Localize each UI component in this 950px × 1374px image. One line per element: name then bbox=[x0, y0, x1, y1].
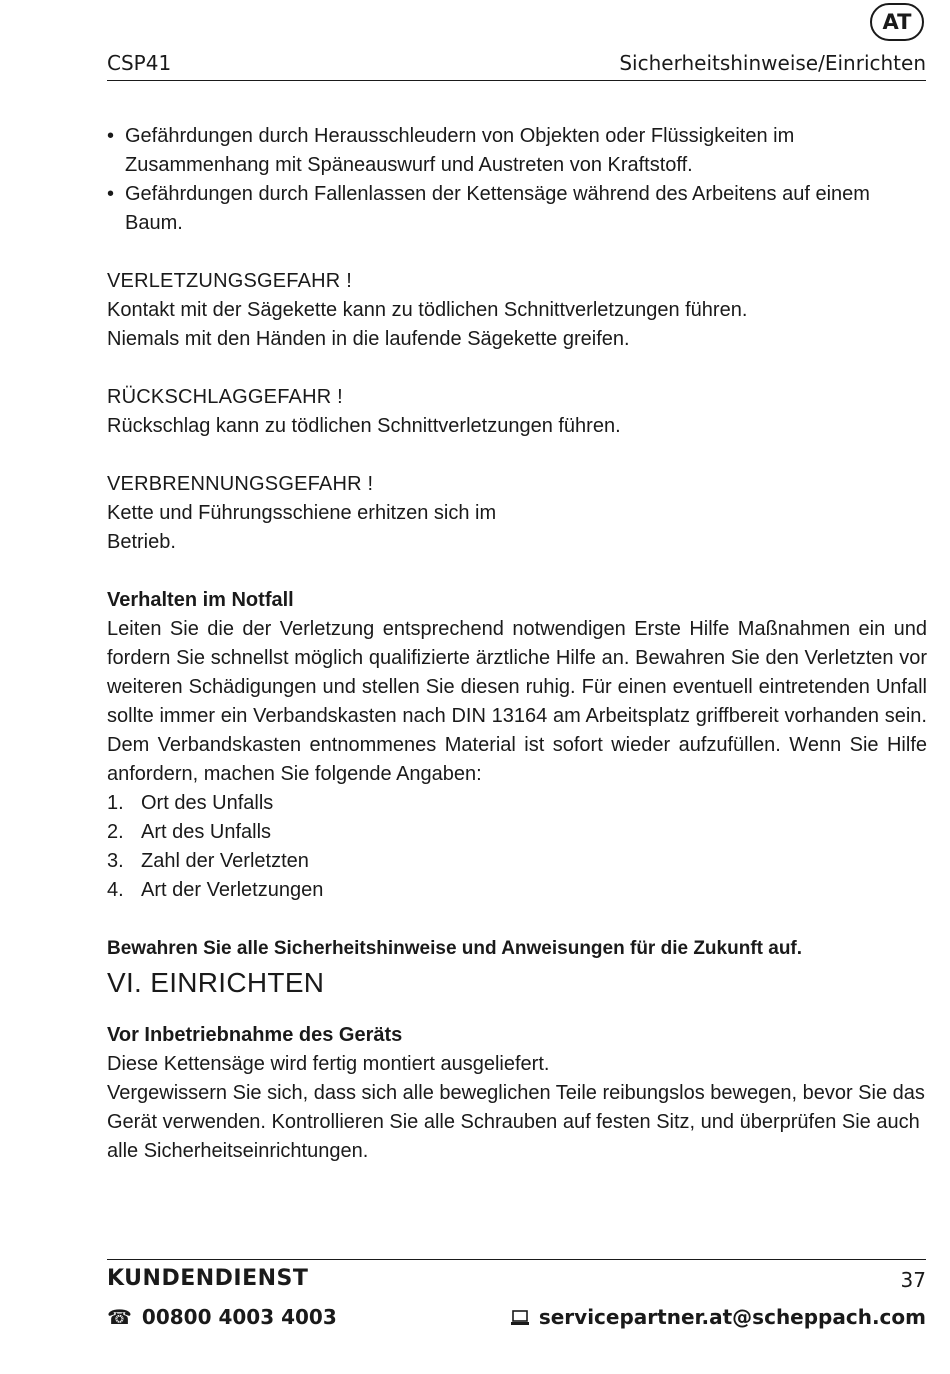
phone-number: 00800 4003 4003 bbox=[141, 1305, 337, 1329]
computer-icon bbox=[511, 1305, 529, 1329]
warning-text: Betrieb. bbox=[107, 531, 176, 553]
phone-icon: ☎ bbox=[107, 1305, 132, 1329]
warning-text: Niemals mit den Händen in die laufende Sägekette greifen. bbox=[107, 328, 630, 350]
setup-paragraph: Vergewissern Sie sich, dass sich alle beweglichen Teile reibungslos bewegen, bevor Sie das Gerät verwenden. Kontrollieren Sie alle Schrauben auf festen Sitz, und überprüfen Sie auch alle Sicherheitseinrichtungen. bbox=[107, 1082, 925, 1162]
warning-title: VERLETZUNGSGEFAHR ! bbox=[107, 270, 352, 292]
warning-text: Kontakt mit der Sägekette kann zu tödlichen Schnittverletzungen führen. bbox=[107, 299, 748, 321]
header-divider bbox=[107, 80, 926, 81]
model-name: CSP41 bbox=[107, 51, 172, 75]
list-item: 1. Ort des Unfalls bbox=[107, 792, 274, 814]
country-badge: AT bbox=[870, 3, 924, 41]
main-content bbox=[107, 122, 927, 1166]
bullet-item: • Gefährdungen durch Fallenlassen der Kettensäge während des Arbeitens auf einem Baum. bbox=[107, 180, 927, 238]
list-item: 2. Art des Unfalls bbox=[107, 821, 272, 843]
keep-instructions-notice: Bewahren Sie alle Sicherheitshinweise und Anweisungen für die Zukunft auf. bbox=[107, 938, 803, 959]
setup-heading: Vor Inbetriebnahme des Geräts bbox=[107, 1024, 403, 1046]
warning-text: Kette und Führungsschiene erhitzen sich im bbox=[107, 502, 497, 524]
header-section-title: Sicherheitshinweise/Einrichten bbox=[619, 51, 926, 75]
section-heading: VI. EINRICHTEN bbox=[107, 967, 325, 998]
emergency-heading: Verhalten im Notfall bbox=[107, 589, 294, 611]
list-item: 3. Zahl der Verletzten bbox=[107, 850, 309, 872]
warning-title: RÜCKSCHLAGGEFAHR ! bbox=[107, 386, 343, 408]
setup-text: Diese Kettensäge wird fertig montiert ausgeliefert. bbox=[107, 1053, 550, 1075]
page-number: 37 bbox=[900, 1268, 926, 1292]
footer-divider bbox=[107, 1259, 926, 1260]
warning-text: Rückschlag kann zu tödlichen Schnittverletzungen führen. bbox=[107, 415, 621, 437]
footer-phone bbox=[107, 1305, 337, 1329]
footer-title: KUNDENDIENST bbox=[107, 1266, 309, 1291]
email-address: servicepartner.at@scheppach.com bbox=[538, 1305, 926, 1329]
footer-email bbox=[511, 1305, 926, 1329]
warning-title: VERBRENNUNGSGEFAHR ! bbox=[107, 473, 374, 495]
list-item: 4. Art der Verletzungen bbox=[107, 879, 324, 901]
bullet-item: • Gefährdungen durch Herausschleudern von Objekten oder Flüssigkeiten im Zusammenhang mit Späneauswurf und Austreten von Kraftstoff. bbox=[107, 122, 927, 180]
emergency-paragraph: Leiten Sie die der Verletzung entsprechend notwendigen Erste Hilfe Maßnahmen ein und fordern Sie schnellst möglich qualifizierte ärztliche Hilfe an. Bewahren Sie den Verletzten vor weiteren Schädigungen und stellen Sie diesen ruhig. Für einen eventuell eintretenden Unfall sollte immer ein Verbandskasten nach DIN 13164 am Arbeitsplatz griffbereit vorhanden sein. Dem Verbandskasten entnommenes Material ist sofort wieder aufzufüllen. Wenn Sie Hilfe anfordern, machen Sie folgende Angaben: bbox=[107, 618, 927, 785]
